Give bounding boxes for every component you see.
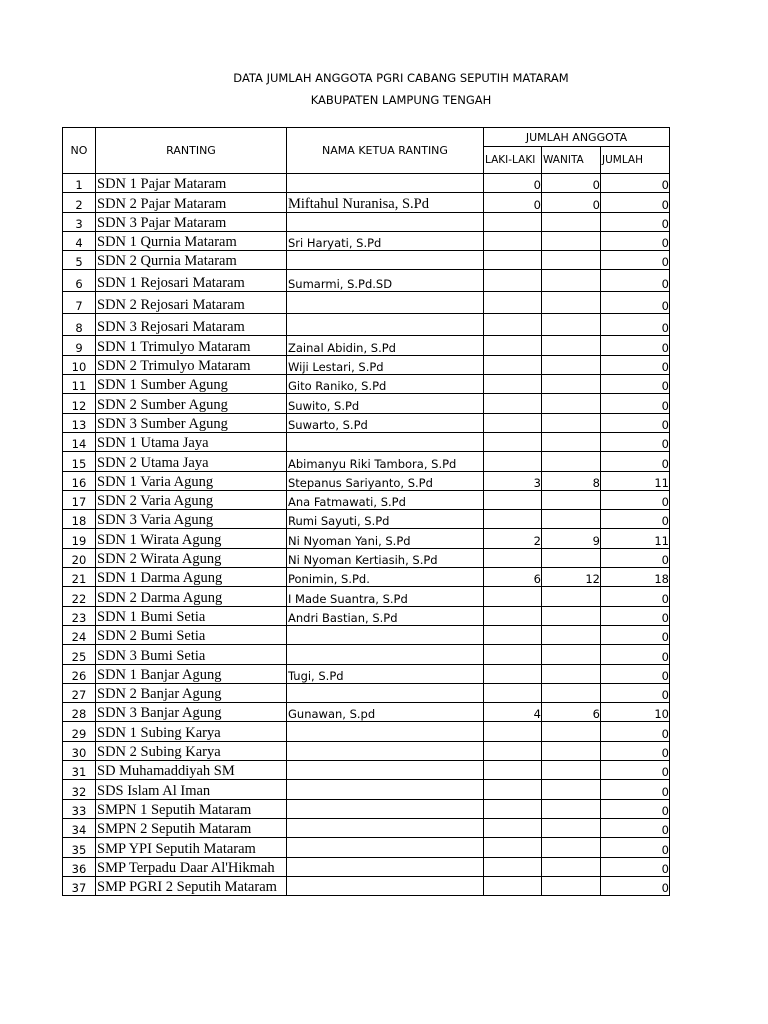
wanita-cell	[542, 683, 601, 702]
row-number: 6	[63, 270, 96, 292]
row-number: 31	[63, 761, 96, 780]
jumlah-cell: 0	[601, 683, 670, 702]
table-row	[63, 722, 670, 741]
ketua-cell: Tugi, S.Pd	[287, 664, 484, 683]
ranting-cell: SDN 3 Sumber Agung	[96, 413, 287, 432]
ketua-cell	[287, 741, 484, 760]
jumlah-cell: 0	[601, 212, 670, 231]
jumlah-cell: 11	[601, 471, 670, 490]
jumlah-cell: 18	[601, 568, 670, 587]
ketua-cell: Gunawan, S.pd	[287, 703, 484, 722]
laki-laki-cell	[484, 510, 542, 529]
wanita-cell	[542, 490, 601, 509]
ranting-cell: SDN 1 Trimulyo Mataram	[96, 336, 287, 355]
table-row	[63, 471, 670, 490]
row-number: 17	[63, 490, 96, 509]
row-number: 37	[63, 876, 96, 895]
jumlah-cell: 0	[601, 432, 670, 451]
table-row	[63, 314, 670, 336]
table-row	[63, 231, 670, 250]
wanita-cell: 8	[542, 471, 601, 490]
table-row	[63, 270, 670, 292]
row-number: 4	[63, 231, 96, 250]
jumlah-cell: 0	[601, 336, 670, 355]
row-number: 20	[63, 548, 96, 567]
ranting-cell: SDN 3 Varia Agung	[96, 510, 287, 529]
laki-laki-cell	[484, 683, 542, 702]
ketua-cell: Ni Nyoman Yani, S.Pd	[287, 529, 484, 548]
laki-laki-cell	[484, 625, 542, 644]
jumlah-cell: 0	[601, 664, 670, 683]
wanita-cell	[542, 606, 601, 625]
table-row	[63, 568, 670, 587]
ranting-cell: SDN 2 Rejosari Mataram	[96, 292, 287, 314]
ranting-cell: SMPN 1 Seputih Mataram	[96, 799, 287, 818]
wanita-cell	[542, 587, 601, 606]
table-row	[63, 761, 670, 780]
ranting-cell: SDN 2 Trimulyo Mataram	[96, 355, 287, 374]
wanita-cell: 0	[542, 174, 601, 193]
row-number: 16	[63, 471, 96, 490]
jumlah-cell: 0	[601, 780, 670, 799]
ketua-cell	[287, 212, 484, 231]
table-row	[63, 876, 670, 895]
ranting-cell: SDN 2 Pajar Mataram	[96, 193, 287, 212]
ranting-cell: SDN 1 Sumber Agung	[96, 375, 287, 394]
wanita-cell: 12	[542, 568, 601, 587]
jumlah-cell: 0	[601, 292, 670, 314]
laki-laki-cell	[484, 664, 542, 683]
ketua-cell	[287, 876, 484, 895]
wanita-cell	[542, 761, 601, 780]
ranting-cell: SDN 2 Sumber Agung	[96, 394, 287, 413]
ketua-cell	[287, 780, 484, 799]
jumlah-cell: 0	[601, 413, 670, 432]
wanita-cell	[542, 625, 601, 644]
table-body	[63, 174, 670, 896]
row-number: 8	[63, 314, 96, 336]
jumlah-cell: 0	[601, 741, 670, 760]
table-row	[63, 212, 670, 231]
row-number: 26	[63, 664, 96, 683]
wanita-cell: 6	[542, 703, 601, 722]
ketua-cell: I Made Suantra, S.Pd	[287, 587, 484, 606]
wanita-cell	[542, 548, 601, 567]
row-number: 5	[63, 251, 96, 270]
laki-laki-cell	[484, 876, 542, 895]
row-number: 36	[63, 857, 96, 876]
jumlah-cell: 0	[601, 606, 670, 625]
ketua-cell	[287, 838, 484, 857]
laki-laki-cell: 0	[484, 174, 542, 193]
jumlah-cell: 10	[601, 703, 670, 722]
laki-laki-cell	[484, 336, 542, 355]
table-row	[63, 413, 670, 432]
row-number: 30	[63, 741, 96, 760]
jumlah-cell: 0	[601, 490, 670, 509]
wanita-cell	[542, 355, 601, 374]
ranting-cell: SDN 2 Bumi Setia	[96, 625, 287, 644]
ranting-cell: SDN 1 Varia Agung	[96, 471, 287, 490]
ranting-cell: SDN 1 Pajar Mataram	[96, 174, 287, 193]
ketua-cell: Miftahul Nuranisa, S.Pd	[287, 193, 484, 212]
wanita-cell	[542, 876, 601, 895]
ketua-cell: Andri Bastian, S.Pd	[287, 606, 484, 625]
table-row	[63, 799, 670, 818]
jumlah-cell: 0	[601, 174, 670, 193]
ketua-cell: Wiji Lestari, S.Pd	[287, 355, 484, 374]
wanita-cell	[542, 645, 601, 664]
ranting-cell: SDN 3 Bumi Setia	[96, 645, 287, 664]
ketua-cell: Zainal Abidin, S.Pd	[287, 336, 484, 355]
table-row	[63, 625, 670, 644]
table-row	[63, 548, 670, 567]
table-row	[63, 251, 670, 270]
table-row	[63, 174, 670, 193]
jumlah-cell: 0	[601, 838, 670, 857]
ketua-cell: Suwito, S.Pd	[287, 394, 484, 413]
row-number: 22	[63, 587, 96, 606]
row-number: 18	[63, 510, 96, 529]
jumlah-cell: 0	[601, 452, 670, 471]
table-row	[63, 452, 670, 471]
ketua-cell	[287, 645, 484, 664]
laki-laki-cell	[484, 548, 542, 567]
jumlah-cell: 0	[601, 548, 670, 567]
ranting-cell: SMPN 2 Seputih Mataram	[96, 818, 287, 837]
row-number: 14	[63, 432, 96, 451]
wanita-cell	[542, 336, 601, 355]
row-number: 15	[63, 452, 96, 471]
ranting-cell: SDS Islam Al Iman	[96, 780, 287, 799]
row-number: 11	[63, 375, 96, 394]
row-number: 12	[63, 394, 96, 413]
document-title: DATA JUMLAH ANGGOTA PGRI CABANG SEPUTIH MATARAM	[233, 71, 569, 85]
wanita-cell	[542, 413, 601, 432]
row-number: 28	[63, 703, 96, 722]
member-table	[62, 127, 670, 896]
ranting-cell: SMP PGRI 2 Seputih Mataram	[96, 876, 287, 895]
row-number: 1	[63, 174, 96, 193]
ranting-cell: SDN 2 Qurnia Mataram	[96, 251, 287, 270]
table-row	[63, 741, 670, 760]
wanita-cell	[542, 292, 601, 314]
laki-laki-cell	[484, 490, 542, 509]
ranting-cell: SDN 2 Utama Jaya	[96, 452, 287, 471]
ranting-cell: SDN 2 Wirata Agung	[96, 548, 287, 567]
row-number: 33	[63, 799, 96, 818]
wanita-cell	[542, 818, 601, 837]
ranting-cell: SMP Terpadu Daar Al'Hikmah	[96, 857, 287, 876]
wanita-cell: 9	[542, 529, 601, 548]
wanita-cell	[542, 741, 601, 760]
ketua-cell: Rumi Sayuti, S.Pd	[287, 510, 484, 529]
ranting-cell: SD Muhamaddiyah SM	[96, 761, 287, 780]
wanita-cell	[542, 270, 601, 292]
laki-laki-cell	[484, 645, 542, 664]
table-row	[63, 432, 670, 451]
table-row	[63, 193, 670, 212]
ketua-cell	[287, 251, 484, 270]
jumlah-cell: 0	[601, 314, 670, 336]
laki-laki-cell: 6	[484, 568, 542, 587]
jumlah-cell: 0	[601, 355, 670, 374]
ranting-cell: SDN 1 Bumi Setia	[96, 606, 287, 625]
jumlah-cell: 0	[601, 587, 670, 606]
row-number: 34	[63, 818, 96, 837]
ketua-cell: Ni Nyoman Kertiasih, S.Pd	[287, 548, 484, 567]
row-number: 10	[63, 355, 96, 374]
wanita-cell	[542, 251, 601, 270]
row-number: 32	[63, 780, 96, 799]
laki-laki-cell	[484, 761, 542, 780]
table-row	[63, 606, 670, 625]
table-row	[63, 780, 670, 799]
table-row	[63, 529, 670, 548]
laki-laki-cell: 3	[484, 471, 542, 490]
ketua-cell	[287, 432, 484, 451]
wanita-cell	[542, 375, 601, 394]
laki-laki-cell	[484, 606, 542, 625]
ranting-cell: SDN 2 Banjar Agung	[96, 683, 287, 702]
jumlah-cell: 0	[601, 645, 670, 664]
laki-laki-cell	[484, 394, 542, 413]
header-wanita: WANITA	[542, 147, 601, 174]
row-number: 3	[63, 212, 96, 231]
wanita-cell	[542, 231, 601, 250]
jumlah-cell: 0	[601, 857, 670, 876]
laki-laki-cell	[484, 780, 542, 799]
laki-laki-cell	[484, 722, 542, 741]
ketua-cell	[287, 292, 484, 314]
wanita-cell	[542, 664, 601, 683]
laki-laki-cell	[484, 375, 542, 394]
row-number: 21	[63, 568, 96, 587]
laki-laki-cell	[484, 838, 542, 857]
ketua-cell	[287, 818, 484, 837]
ranting-cell: SDN 1 Qurnia Mataram	[96, 231, 287, 250]
ketua-cell	[287, 625, 484, 644]
jumlah-cell: 0	[601, 231, 670, 250]
jumlah-cell: 0	[601, 722, 670, 741]
table-row	[63, 857, 670, 876]
jumlah-cell: 0	[601, 761, 670, 780]
ketua-cell: Gito Raniko, S.Pd	[287, 375, 484, 394]
jumlah-cell: 11	[601, 529, 670, 548]
jumlah-cell: 0	[601, 818, 670, 837]
table-row	[63, 336, 670, 355]
wanita-cell: 0	[542, 193, 601, 212]
wanita-cell	[542, 780, 601, 799]
wanita-cell	[542, 838, 601, 857]
laki-laki-cell	[484, 413, 542, 432]
laki-laki-cell	[484, 292, 542, 314]
row-number: 35	[63, 838, 96, 857]
table-row	[63, 394, 670, 413]
jumlah-cell: 0	[601, 394, 670, 413]
wanita-cell	[542, 799, 601, 818]
laki-laki-cell	[484, 818, 542, 837]
laki-laki-cell	[484, 587, 542, 606]
laki-laki-cell	[484, 432, 542, 451]
ketua-cell: Suwarto, S.Pd	[287, 413, 484, 432]
laki-laki-cell: 4	[484, 703, 542, 722]
laki-laki-cell	[484, 799, 542, 818]
table-row	[63, 490, 670, 509]
header-jumlah: JUMLAH	[601, 147, 670, 174]
ranting-cell: SDN 1 Wirata Agung	[96, 529, 287, 548]
ketua-cell	[287, 174, 484, 193]
laki-laki-cell	[484, 314, 542, 336]
jumlah-cell: 0	[601, 799, 670, 818]
header-no: NO	[63, 128, 96, 174]
ranting-cell: SMP YPI Seputih Mataram	[96, 838, 287, 857]
laki-laki-cell	[484, 452, 542, 471]
laki-laki-cell	[484, 231, 542, 250]
ketua-cell: Sumarmi, S.Pd.SD	[287, 270, 484, 292]
table-row	[63, 355, 670, 374]
header-jumlah-anggota: JUMLAH ANGGOTA	[484, 128, 670, 147]
wanita-cell	[542, 857, 601, 876]
row-number: 29	[63, 722, 96, 741]
ranting-cell: SDN 2 Subing Karya	[96, 741, 287, 760]
wanita-cell	[542, 432, 601, 451]
row-number: 7	[63, 292, 96, 314]
laki-laki-cell: 2	[484, 529, 542, 548]
jumlah-cell: 0	[601, 510, 670, 529]
wanita-cell	[542, 394, 601, 413]
wanita-cell	[542, 314, 601, 336]
row-number: 13	[63, 413, 96, 432]
ranting-cell: SDN 1 Utama Jaya	[96, 432, 287, 451]
ranting-cell: SDN 3 Banjar Agung	[96, 703, 287, 722]
jumlah-cell: 0	[601, 193, 670, 212]
header-ranting: RANTING	[96, 128, 287, 174]
row-number: 23	[63, 606, 96, 625]
ranting-cell: SDN 3 Pajar Mataram	[96, 212, 287, 231]
ketua-cell: Stepanus Sariyanto, S.Pd	[287, 471, 484, 490]
table-row	[63, 510, 670, 529]
row-number: 19	[63, 529, 96, 548]
laki-laki-cell	[484, 857, 542, 876]
laki-laki-cell	[484, 270, 542, 292]
ketua-cell	[287, 857, 484, 876]
table-row	[63, 292, 670, 314]
header-laki-laki: LAKI-LAKI	[484, 147, 542, 174]
table-row	[63, 838, 670, 857]
row-number: 9	[63, 336, 96, 355]
header-ketua: NAMA KETUA RANTING	[287, 128, 484, 174]
table-row	[63, 375, 670, 394]
ketua-cell	[287, 683, 484, 702]
ranting-cell: SDN 2 Varia Agung	[96, 490, 287, 509]
ranting-cell: SDN 1 Darma Agung	[96, 568, 287, 587]
row-number: 27	[63, 683, 96, 702]
jumlah-cell: 0	[601, 375, 670, 394]
wanita-cell	[542, 212, 601, 231]
jumlah-cell: 0	[601, 251, 670, 270]
laki-laki-cell	[484, 355, 542, 374]
jumlah-cell: 0	[601, 625, 670, 644]
ketua-cell	[287, 722, 484, 741]
table-row	[63, 587, 670, 606]
ranting-cell: SDN 1 Subing Karya	[96, 722, 287, 741]
ranting-cell: SDN 1 Rejosari Mataram	[96, 270, 287, 292]
table-row	[63, 683, 670, 702]
ketua-cell	[287, 314, 484, 336]
table-row	[63, 645, 670, 664]
ketua-cell	[287, 799, 484, 818]
ranting-cell: SDN 3 Rejosari Mataram	[96, 314, 287, 336]
wanita-cell	[542, 722, 601, 741]
laki-laki-cell	[484, 741, 542, 760]
ketua-cell: Ponimin, S.Pd.	[287, 568, 484, 587]
laki-laki-cell	[484, 251, 542, 270]
wanita-cell	[542, 510, 601, 529]
ketua-cell: Sri Haryati, S.Pd	[287, 231, 484, 250]
table-row	[63, 664, 670, 683]
wanita-cell	[542, 452, 601, 471]
ketua-cell: Abimanyu Riki Tambora, S.Pd	[287, 452, 484, 471]
laki-laki-cell	[484, 212, 542, 231]
row-number: 24	[63, 625, 96, 644]
jumlah-cell: 0	[601, 876, 670, 895]
table-row	[63, 818, 670, 837]
ranting-cell: SDN 1 Banjar Agung	[96, 664, 287, 683]
row-number: 2	[63, 193, 96, 212]
laki-laki-cell: 0	[484, 193, 542, 212]
ketua-cell	[287, 761, 484, 780]
table-row	[63, 703, 670, 722]
ketua-cell: Ana Fatmawati, S.Pd	[287, 490, 484, 509]
jumlah-cell: 0	[601, 270, 670, 292]
row-number: 25	[63, 645, 96, 664]
document-subtitle: KABUPATEN LAMPUNG TENGAH	[310, 93, 492, 107]
ranting-cell: SDN 2 Darma Agung	[96, 587, 287, 606]
